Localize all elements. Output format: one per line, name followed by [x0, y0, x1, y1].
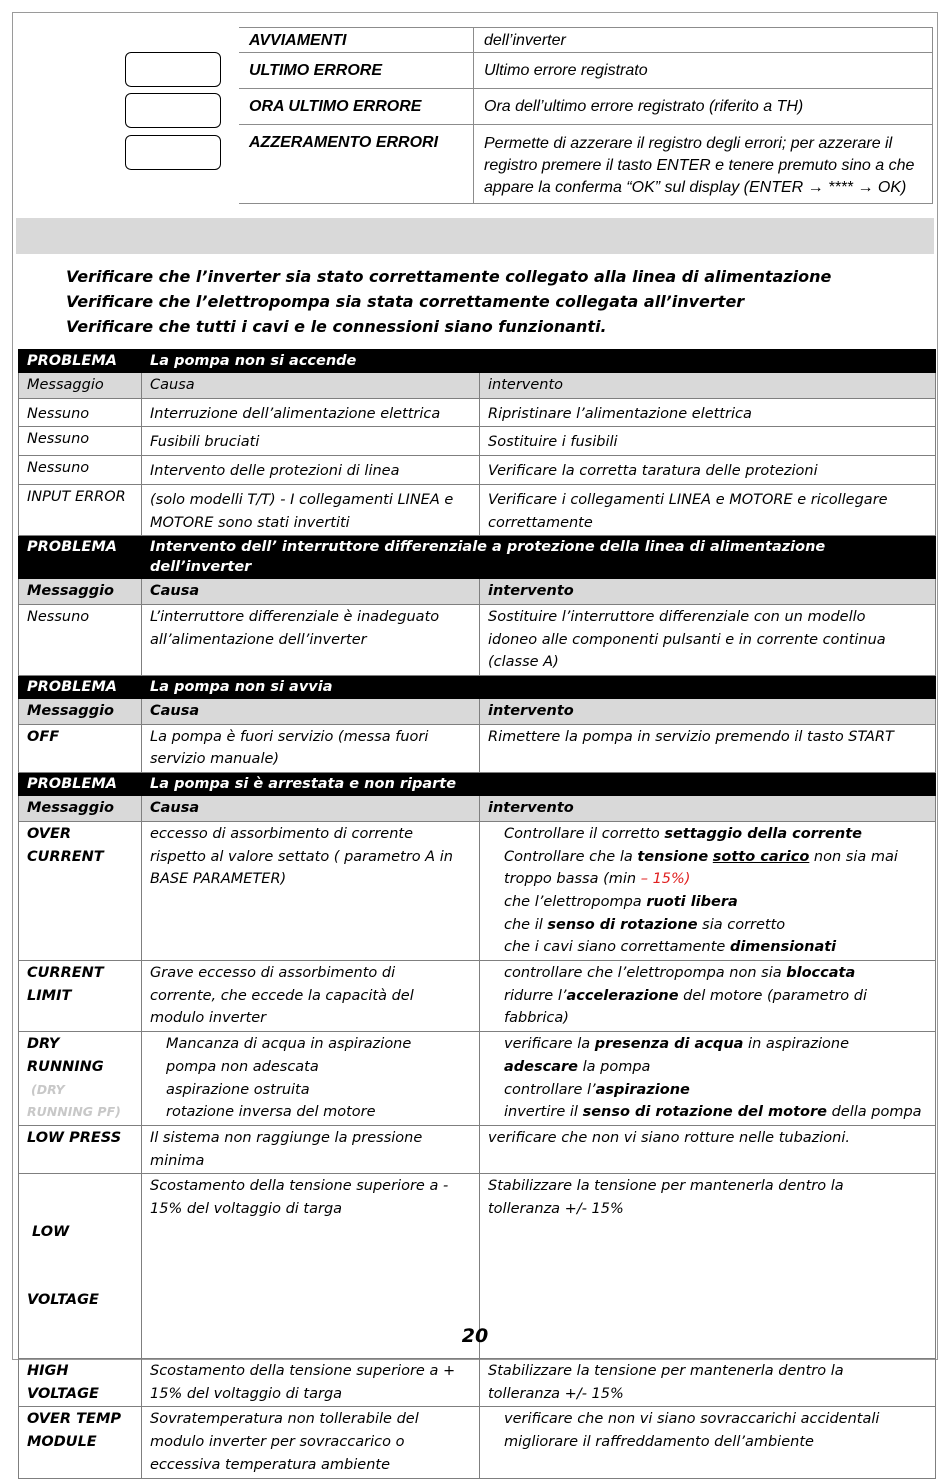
checklist: [66, 264, 831, 339]
message-line: HIGH: [27, 1363, 69, 1380]
problem-row: [19, 350, 936, 373]
problem-title: La pompa non si accende: [142, 350, 936, 373]
action-text: invertire il: [504, 1104, 583, 1121]
cause-cell: [142, 961, 480, 1032]
action-cell: [480, 1359, 936, 1407]
header-row: [19, 796, 936, 822]
problem-row: [19, 676, 936, 699]
problem-label: PROBLEMA: [19, 350, 142, 373]
table-row: [19, 456, 936, 485]
param-desc: [474, 125, 933, 204]
param-desc: dell’inverter: [474, 28, 933, 53]
message-line: MODULE: [27, 1434, 97, 1451]
action-text: Controllare che la: [504, 848, 638, 865]
param-desc-line: Permette di azzerare il registro degli errori; per azzerare il: [484, 135, 893, 152]
cause-cell: [142, 1032, 480, 1126]
action-cell: [480, 961, 936, 1032]
action-emphasis: adescare: [504, 1058, 578, 1075]
action-text: Controllare il corretto: [504, 825, 665, 842]
check-line: Verificare che l’inverter sia stato correttamente collegato alla linea di alimentazione: [66, 267, 832, 286]
table-row-high-voltage: [19, 1359, 936, 1407]
param-row: [239, 125, 933, 204]
header-cause: Causa: [142, 579, 480, 605]
cause-line: modulo inverter per sovraccarico o: [150, 1434, 405, 1451]
action-line: [504, 962, 927, 985]
problem-title: Intervento dell’ interruttore differenziale a protezione della linea di alimentazione dell’inverter: [142, 536, 936, 579]
message-line: LOW: [27, 1223, 70, 1240]
action-line: (classe A): [488, 654, 559, 671]
cause-line: modulo inverter: [150, 1010, 267, 1027]
table-row-low-press: [19, 1125, 936, 1173]
side-box-3: [125, 135, 221, 170]
cause-line: L’interruttore differenziale è inadeguato: [150, 608, 440, 625]
problem-label: PROBLEMA: [19, 773, 142, 796]
action-text: controllare che l’elettropompa non sia: [504, 965, 787, 982]
cause-line: 15% del voltaggio di targa: [150, 1385, 343, 1402]
action-cell: Ripristinare l’alimentazione elettrica: [480, 398, 936, 427]
cause-line: corrente, che eccede la capacità del: [150, 987, 414, 1004]
action-line: migliorare il raffreddamento dell’ambiente: [504, 1434, 814, 1451]
action-emphasis: ruoti libera: [646, 893, 738, 910]
header-action: intervento: [480, 373, 936, 399]
action-text: del motore (parametro di: [678, 987, 867, 1004]
message-cell: OFF: [19, 724, 142, 772]
action-text: non sia mai: [809, 848, 898, 865]
action-text: che il: [504, 916, 548, 933]
cause-line: Scostamento della tensione superiore a -: [150, 1178, 449, 1195]
cause-cell: [142, 1407, 480, 1478]
cause-line: rispetto al valore settato ( parametro A in: [150, 848, 453, 865]
header-row: [19, 579, 936, 605]
cause-line: eccesso di assorbimento di corrente: [150, 825, 414, 842]
cause-line: minima: [150, 1152, 205, 1169]
header-cause: Causa: [142, 373, 480, 399]
message-line: CURRENT: [27, 848, 104, 865]
action-line: [504, 823, 927, 846]
cause-line: (solo modelli T/T) - I collegamenti LINEA e: [150, 491, 454, 508]
action-line: [504, 1056, 927, 1079]
action-emphasis: aspirazione: [595, 1081, 690, 1098]
parameter-table: [239, 27, 933, 204]
action-emphasis: dimensionati: [729, 939, 837, 956]
message-line: RUNNING: [27, 1058, 104, 1075]
table-row-dry-running: [19, 1032, 936, 1126]
action-text: in aspirazione: [743, 1036, 850, 1053]
cause-line: aspirazione ostruita: [166, 1081, 310, 1098]
param-desc: Ultimo errore registrato: [474, 53, 933, 89]
action-line: [504, 891, 927, 914]
param-name: AZZERAMENTO ERRORI: [239, 125, 474, 204]
action-cell: [480, 821, 936, 960]
cause-line: Grave eccesso di assorbimento di: [150, 965, 396, 982]
cause-cell: [142, 1125, 480, 1173]
message-line: DRY: [27, 1036, 60, 1053]
action-text: che i cavi siano correttamente: [504, 939, 730, 956]
table-row: [19, 724, 936, 772]
param-row: [239, 89, 933, 125]
problem-label: PROBLEMA: [19, 536, 142, 579]
table-row: [19, 484, 936, 535]
param-row: [239, 28, 933, 53]
action-line: verificare che non vi siano sovraccarichi accidentali: [504, 1411, 880, 1428]
header-row: [19, 699, 936, 725]
param-desc-line: registro premere il tasto ENTER e tenere premuto sino a che: [484, 157, 915, 174]
message-line: OVER TEMP: [27, 1411, 122, 1428]
action-text: sia corretto: [697, 916, 786, 933]
cause-line: BASE PARAMETER): [150, 871, 287, 888]
action-emphasis: tensione: [637, 848, 709, 865]
cause-line: La pompa è fuori servizio (messa fuori: [150, 728, 429, 745]
header-action: intervento: [480, 796, 936, 822]
param-name: AVVIAMENTI: [239, 28, 474, 53]
problem-title: La pompa si è arrestata e non riparte: [142, 773, 936, 796]
action-line: [504, 914, 927, 937]
action-emphasis: bloccata: [786, 965, 856, 982]
message-line: VOLTAGE: [27, 1385, 99, 1402]
action-line: Sostituire l’interruttore differenziale con un modello: [488, 608, 866, 625]
action-line: [504, 1079, 927, 1102]
cause-line: Sovratemperatura non tollerabile del: [150, 1411, 419, 1428]
action-cell: Rimettere la pompa in servizio premendo il tasto START: [480, 724, 936, 772]
message-cell: Nessuno: [19, 427, 142, 456]
header-cause: Causa: [142, 699, 480, 725]
table-row: [19, 398, 936, 427]
param-desc-line: appare la conferma “OK” sul display (ENTER → **** → OK): [484, 179, 907, 196]
header-cause: Causa: [142, 796, 480, 822]
message-alt-line: RUNNING PF): [27, 1104, 121, 1120]
table-row: [19, 604, 936, 675]
page-number: 20: [461, 1325, 489, 1347]
action-emphasis: accelerazione: [566, 987, 679, 1004]
message-cell: Nessuno: [19, 398, 142, 427]
param-row: [239, 53, 933, 89]
cause-line: pompa non adescata: [166, 1058, 319, 1075]
action-line: Stabilizzare la tensione per mantenerla dentro la: [488, 1363, 844, 1380]
section-bar: [16, 218, 934, 254]
action-cell: Sostituire i fusibili: [480, 427, 936, 456]
action-line: [504, 936, 927, 959]
action-line: [504, 1101, 927, 1124]
action-text: della pompa: [826, 1104, 922, 1121]
message-alt-line: (DRY: [31, 1081, 65, 1097]
table-row-current-limit: [19, 961, 936, 1032]
action-line: [504, 1033, 927, 1056]
cause-line: Scostamento della tensione superiore a +: [150, 1363, 456, 1380]
action-line: correttamente: [488, 514, 593, 531]
message-cell: [19, 1359, 142, 1407]
action-line: tolleranza +/- 15%: [488, 1385, 624, 1402]
cause-cell: [142, 821, 480, 960]
cause-line: eccessiva temperatura ambiente: [150, 1456, 390, 1473]
action-line: Stabilizzare la tensione per mantenerla dentro la: [488, 1178, 844, 1195]
cause-cell: Interruzione dell’alimentazione elettrica: [142, 398, 480, 427]
message-line: VOLTAGE: [27, 1291, 99, 1308]
problem-label: PROBLEMA: [19, 676, 142, 699]
header-message: Messaggio: [19, 796, 142, 822]
action-cell: [480, 1032, 936, 1126]
action-line: [504, 985, 927, 1008]
action-cell: Verificare la corretta taratura delle protezioni: [480, 456, 936, 485]
action-line: fabbrica): [504, 1010, 569, 1027]
action-emphasis: senso di rotazione del motore: [582, 1104, 827, 1121]
cause-line: all’alimentazione dell’inverter: [150, 631, 367, 648]
action-line: idoneo alle componenti pulsanti e in corrente continua: [488, 631, 886, 648]
troubleshooting-table: [18, 349, 936, 1479]
action-text: troppo bassa (min: [504, 871, 641, 888]
action-text: che l’elettropompa: [504, 893, 647, 910]
message-line: OVER: [27, 825, 72, 842]
message-cell: Nessuno: [19, 604, 142, 675]
message-cell: Nessuno: [19, 456, 142, 485]
message-line: LIMIT: [27, 987, 72, 1004]
table-row: [19, 427, 936, 456]
header-row: [19, 373, 936, 399]
action-line: [504, 868, 927, 891]
action-cell: [480, 604, 936, 675]
action-cell: verificare che non vi siano rotture nelle tubazioni.: [480, 1125, 936, 1173]
message-cell: LOW PRESS: [19, 1125, 142, 1173]
cause-cell: [142, 604, 480, 675]
message-cell: [19, 1032, 142, 1126]
header-message: Messaggio: [19, 579, 142, 605]
check-line: Verificare che tutti i cavi e le connessioni siano funzionanti.: [66, 317, 607, 336]
header-action: intervento: [480, 699, 936, 725]
param-name: ULTIMO ERRORE: [239, 53, 474, 89]
action-cell: [480, 484, 936, 535]
cause-line: MOTORE sono stati invertiti: [150, 514, 350, 531]
problem-row: [19, 773, 936, 796]
cause-cell: Fusibili bruciati: [142, 427, 480, 456]
cause-line: Mancanza di acqua in aspirazione: [166, 1036, 412, 1053]
problem-title: La pompa non si avvia: [142, 676, 936, 699]
action-text: verificare la: [504, 1036, 595, 1053]
action-red-text: – 15%): [640, 871, 691, 888]
problem-row: [19, 536, 936, 579]
message-cell: [19, 821, 142, 960]
action-line: [504, 846, 927, 869]
message-cell: INPUT ERROR: [19, 484, 142, 535]
action-line: Verificare i collegamenti LINEA e MOTORE e ricollegare: [488, 491, 888, 508]
action-emphasis: presenza di acqua: [594, 1036, 744, 1053]
cause-cell: Intervento delle protezioni di linea: [142, 456, 480, 485]
table-row-over-current: [19, 821, 936, 960]
cause-line: Il sistema non raggiunge la pressione: [150, 1129, 423, 1146]
cause-line: 15% del voltaggio di targa: [150, 1201, 343, 1218]
header-message: Messaggio: [19, 373, 142, 399]
action-text: controllare l’: [504, 1081, 596, 1098]
cause-line: rotazione inversa del motore: [166, 1104, 376, 1121]
cause-cell: [142, 1359, 480, 1407]
action-cell: [480, 1407, 936, 1478]
check-line: Verificare che l’elettropompa sia stata correttamente collegata all’inverter: [66, 292, 745, 311]
side-box-2: [125, 93, 221, 128]
param-desc: Ora dell’ultimo errore registrato (riferito a TH): [474, 89, 933, 125]
action-emphasis: settaggio della corrente: [664, 825, 862, 842]
action-underlined: sotto carico: [712, 848, 810, 865]
message-cell: [19, 1407, 142, 1478]
header-action: intervento: [480, 579, 936, 605]
action-line: tolleranza +/- 15%: [488, 1201, 624, 1218]
cause-cell: [142, 724, 480, 772]
table-row-over-temp: [19, 1407, 936, 1478]
action-text: ridurre l’: [504, 987, 567, 1004]
action-emphasis: senso di rotazione: [547, 916, 698, 933]
message-line: CURRENT: [27, 965, 104, 982]
header-message: Messaggio: [19, 699, 142, 725]
message-cell: [19, 961, 142, 1032]
cause-cell: [142, 484, 480, 535]
side-box-1: [125, 52, 221, 87]
param-name: ORA ULTIMO ERRORE: [239, 89, 474, 125]
cause-line: servizio manuale): [150, 751, 280, 768]
action-text: la pompa: [578, 1058, 651, 1075]
